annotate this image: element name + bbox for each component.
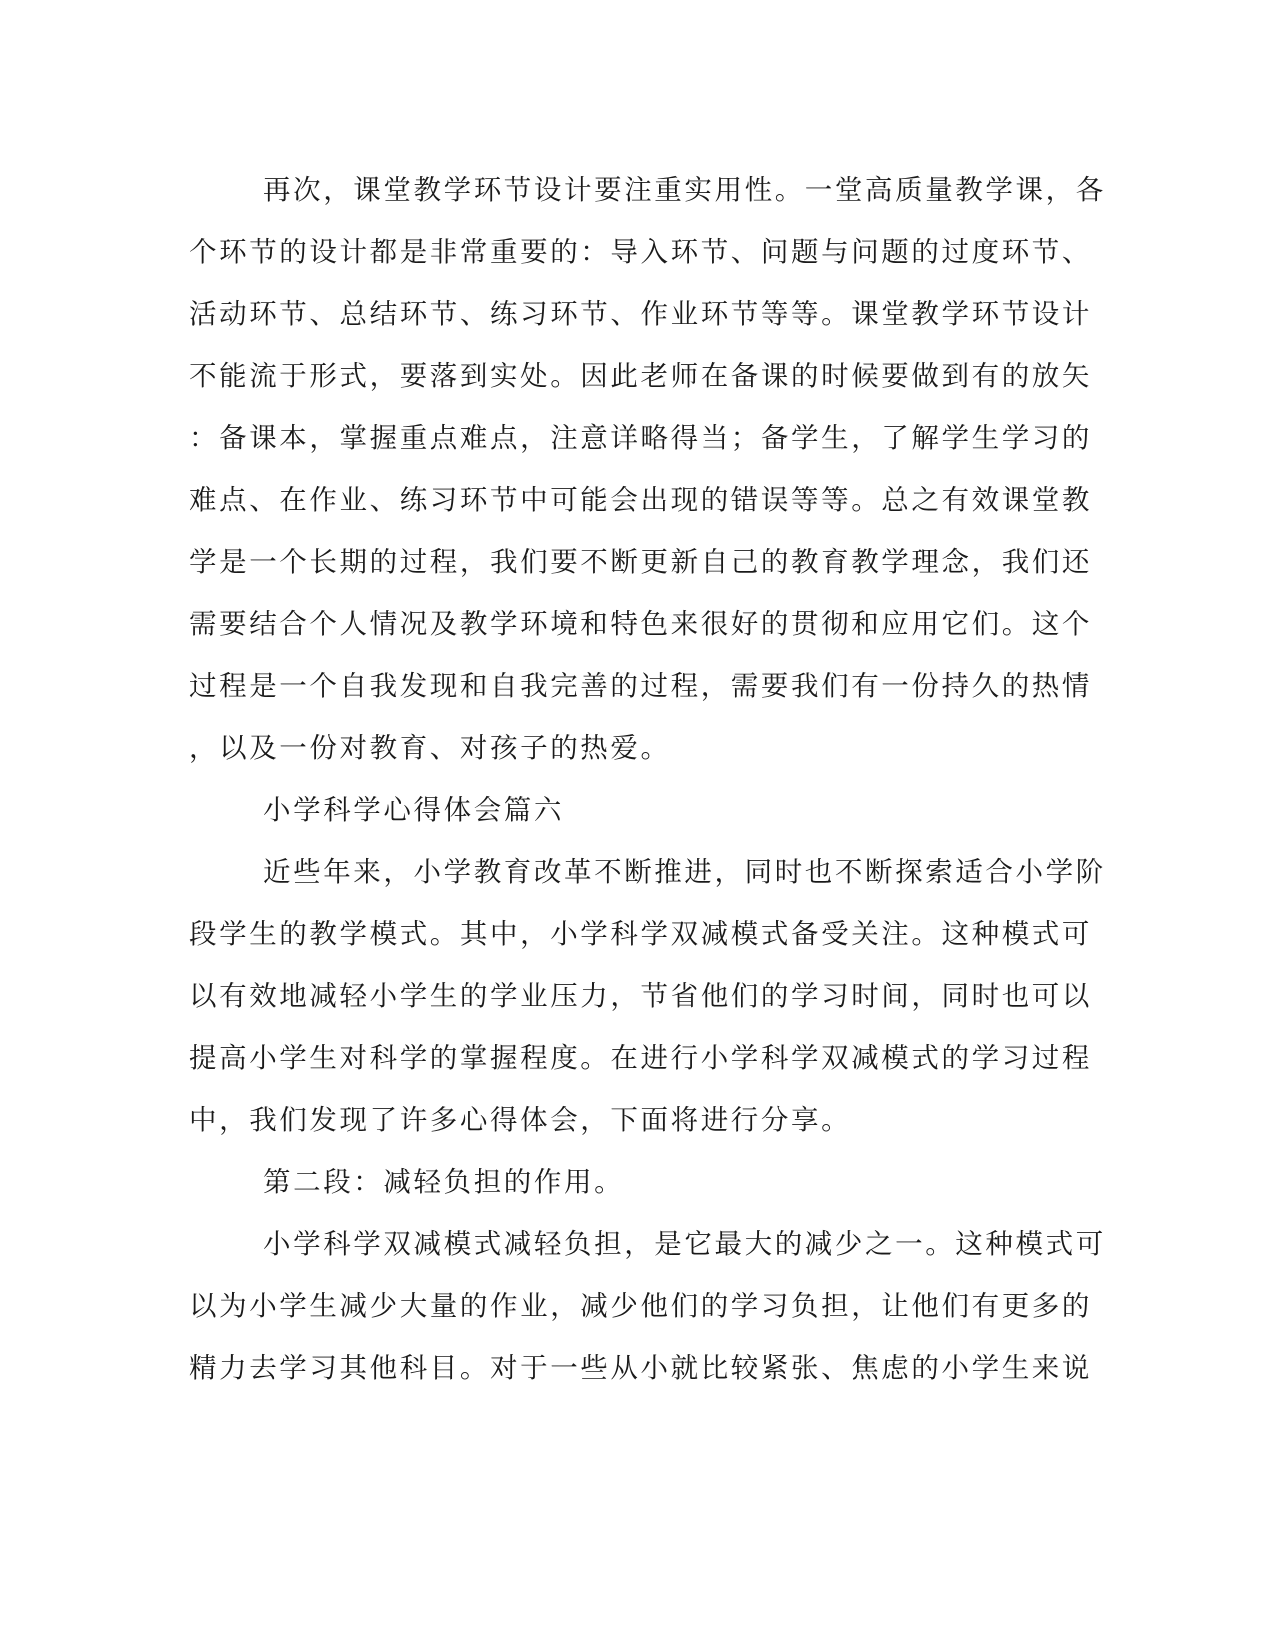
paragraph-line: 个环节的设计都是非常重要的：导入环节、问题与问题的过度环节、 xyxy=(189,236,1092,268)
paragraph-line: 精力去学习其他科目。对于一些从小就比较紧张、焦虑的小学生来说 xyxy=(189,1352,1092,1384)
paragraph-line: 中，我们发现了许多心得体会，下面将进行分享。 xyxy=(189,1104,852,1136)
paragraph-line: 需要结合个人情况及教学环境和特色来很好的贯彻和应用它们。这个 xyxy=(189,608,1092,640)
paragraph-line: 小学科学双减模式减轻负担，是它最大的减少之一。这种模式可 xyxy=(263,1228,1106,1260)
paragraph-line: 以为小学生减少大量的作业，减少他们的学习负担，让他们有更多的 xyxy=(189,1290,1092,1322)
paragraph-line: 过程是一个自我发现和自我完善的过程，需要我们有一份持久的热情 xyxy=(189,670,1092,702)
paragraph-line: 以有效地减轻小学生的学业压力，节省他们的学习时间，同时也可以 xyxy=(189,980,1092,1012)
paragraph-line: 段学生的教学模式。其中，小学科学双减模式备受关注。这种模式可 xyxy=(189,918,1092,950)
paragraph-line: 难点、在作业、练习环节中可能会出现的错误等等。总之有效课堂教 xyxy=(189,484,1092,516)
section-heading: 小学科学心得体会篇六 xyxy=(263,794,564,826)
paragraph-line: 活动环节、总结环节、练习环节、作业环节等等。课堂教学环节设计 xyxy=(189,298,1092,330)
paragraph-line: ，以及一份对教育、对孩子的热爱。 xyxy=(189,732,671,764)
subsection-heading: 第二段：减轻负担的作用。 xyxy=(263,1166,625,1198)
document-body xyxy=(189,159,1106,1399)
paragraph-line: 再次，课堂教学环节设计要注重实用性。一堂高质量教学课，各 xyxy=(263,174,1106,206)
paragraph-line: 近些年来，小学教育改革不断推进，同时也不断探索适合小学阶 xyxy=(263,856,1106,888)
paragraph-line: 不能流于形式，要落到实处。因此老师在备课的时候要做到有的放矢 xyxy=(189,360,1092,392)
paragraph-line: 学是一个长期的过程，我们要不断更新自己的教育教学理念，我们还 xyxy=(189,546,1092,578)
paragraph-line: ：备课本，掌握重点难点，注意详略得当；备学生，了解学生学习的 xyxy=(189,422,1092,454)
paragraph-line: 提高小学生对科学的掌握程度。在进行小学科学双减模式的学习过程 xyxy=(189,1042,1092,1074)
